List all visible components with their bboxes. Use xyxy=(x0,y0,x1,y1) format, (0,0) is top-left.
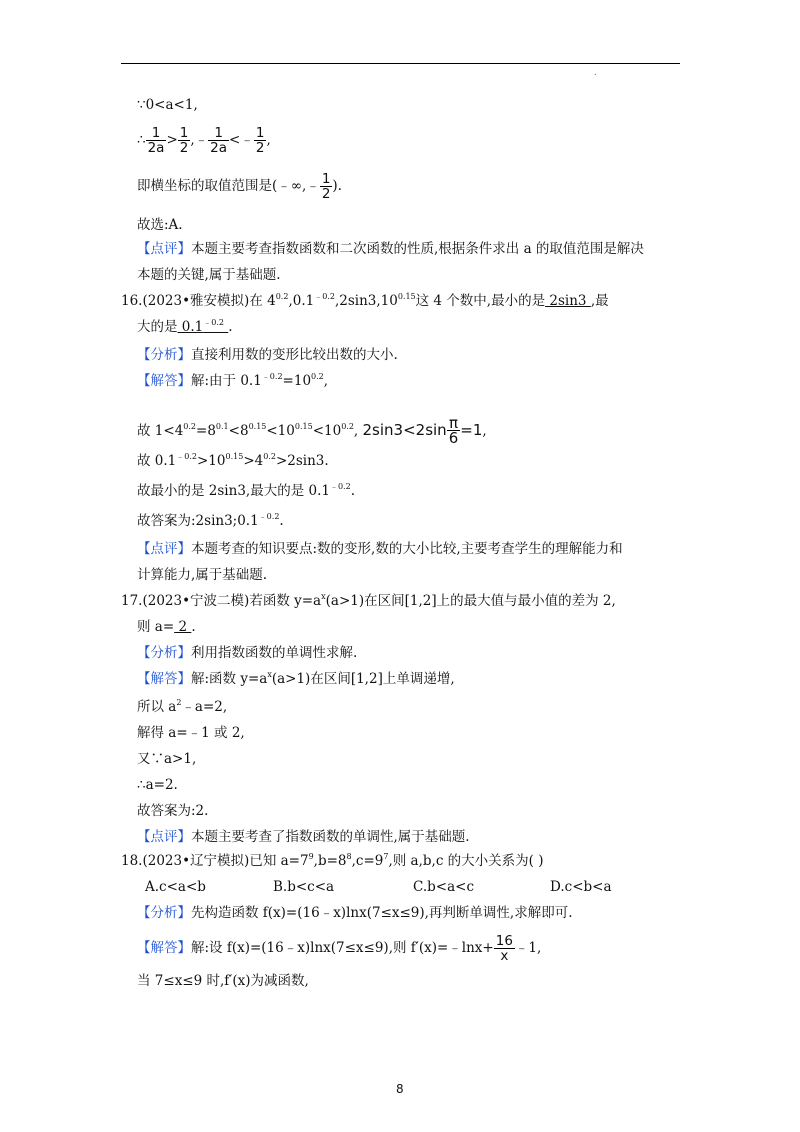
option-b: B.b<c<a xyxy=(273,879,335,895)
fraction: $\frac{16}{x}$ xyxy=(495,933,513,964)
fraction: $\frac{1}{2}$ xyxy=(179,125,189,156)
text: 本题的关键,属于基础题. xyxy=(137,267,281,283)
text-line: 【点评】本题主要考查了指数函数的单调性,属于基础题. xyxy=(137,829,470,845)
text-line: 【解答】解:设 f(x)=(16﹣x)lnx(7≤x≤9),则 f′(x)=﹣lnx+ $\frac{16}{x}$ ﹣1, xyxy=(137,933,542,964)
page-number: 8 xyxy=(396,1082,404,1096)
text-line: 又∵a>1, xyxy=(137,751,197,767)
answer-blank: 2sin3 xyxy=(545,293,591,309)
text-line: 【分析】利用指数函数的单调性求解. xyxy=(137,645,358,661)
text-line xyxy=(137,96,198,114)
text-line xyxy=(137,124,271,156)
header-mark: . xyxy=(594,68,597,77)
review-tag: 【点评】 xyxy=(137,541,191,557)
fraction: $\frac{1}{2}$ xyxy=(321,171,331,202)
question-17: 17.(2023•宁波二模)若函数 $y=a^x(a>1)$在区间[1,2]上的最大值与最小值的差为 2, xyxy=(121,592,616,609)
text: <﹣ xyxy=(229,132,254,148)
text: ∴ xyxy=(137,132,146,148)
text-line: 【分析】直接利用数的变形比较出数的大小. xyxy=(137,347,398,363)
option-d: D.c<b<a xyxy=(550,879,612,895)
text-line: 所以 $a^2﹣a=2$, xyxy=(137,698,228,715)
text-line: ∴a=2. xyxy=(137,777,178,793)
formula: 2sin3<2sin $\frac{\pi}{6}$ =1 xyxy=(362,414,483,447)
answer-blank: $0.1^{﹣0.2}$ xyxy=(177,318,224,335)
text-line: 大的是 $0.1^{﹣0.2}$ . xyxy=(137,318,233,335)
option-c: C.b<a<c xyxy=(413,879,475,895)
text: , xyxy=(266,132,271,148)
solution-tag: 【解答】 xyxy=(137,671,191,687)
header-rule xyxy=(121,63,680,64)
text-line: 【分析】先构造函数 f(x)=(16﹣x)lnx(7≤x≤9),再判断单调性,求解即可. xyxy=(137,905,573,921)
answer-blank: 2 xyxy=(174,619,192,635)
text: ,﹣ xyxy=(190,132,209,148)
question-18: 18.(2023•辽宁模拟)已知 $a=7^9,b=8^8,c=9^7$,则 a,b,c 的大小关系为( ) xyxy=(121,852,544,869)
analysis-tag: 【分析】 xyxy=(137,905,191,921)
text-line: 故答案为$:2\sin 3;0.1^{﹣0.2}$. xyxy=(137,512,284,529)
text-line xyxy=(137,216,183,234)
text: 本题主要考查指数函数和二次函数的性质,根据条件求出 a 的取值范围是解决 xyxy=(191,241,644,257)
text-line: 故 $1<4^{0.2}=8^{0.1}<8^{0.15}<10^{0.15}<10^{0.2}$, 2sin3<2sin $\frac{\pi}{6}$ =1, xyxy=(137,414,487,447)
option-a: A.c<a<b xyxy=(145,879,206,895)
text: ∵0<a<1, xyxy=(137,97,198,113)
text: 即横坐标的取值范围是(﹣∞,﹣ xyxy=(137,178,320,194)
text-line: 则 a= 2 . xyxy=(137,619,196,635)
text: 故选:A. xyxy=(137,217,183,233)
question-16: 16.(2023•雅安模拟)在 $4^{0.2},0.1^{﹣0.2},2\sin 3,10^{0.15}$这 4 个数中,最小的是 2sin3 ,最 xyxy=(121,292,609,309)
text-line: 【点评】本题考查的知识要点:数的变形,数的大小比较,主要考查学生的理解能力和 xyxy=(137,541,623,557)
text-line: 【解答】解:由于 $0.1^{﹣0.2}=10^{0.2}$, xyxy=(137,372,329,389)
analysis-tag: 【分析】 xyxy=(137,645,191,661)
review-tag: 【点评】 xyxy=(137,829,191,845)
text: ). xyxy=(332,178,342,194)
solution-tag: 【解答】 xyxy=(137,940,191,956)
text-line: 故最小的是 2sin3,最大的是 $0.1^{﹣0.2}$. xyxy=(137,482,355,499)
analysis-tag: 【分析】 xyxy=(137,347,191,363)
text-line: 当 7≤x≤9 时,f′(x)为减函数, xyxy=(137,973,309,989)
text-line: 计算能力,属于基础题. xyxy=(137,567,268,583)
fraction: $\frac{1}{2a}$ xyxy=(210,125,228,156)
review-tag: 【点评】 xyxy=(137,241,191,257)
fraction: $\frac{1}{2a}$ xyxy=(147,125,165,156)
text-line xyxy=(137,266,281,284)
text-line: 故答案为:2. xyxy=(137,803,209,819)
text-line: 解得 a=﹣1 或 2, xyxy=(137,725,245,741)
text-line: 【解答】解:函数 $y=a^x(a>1)$在区间[1,2]上单调递增, xyxy=(137,670,455,687)
solution-tag: 【解答】 xyxy=(137,373,191,389)
text-line: 故 $0.1^{﹣0.2}>10^{0.15}>4^{0.2}>2\sin 3$. xyxy=(137,452,329,469)
fraction: $\frac{1}{2}$ xyxy=(255,125,265,156)
text-line xyxy=(137,240,644,258)
text-line xyxy=(137,170,342,202)
text: > xyxy=(166,132,178,148)
